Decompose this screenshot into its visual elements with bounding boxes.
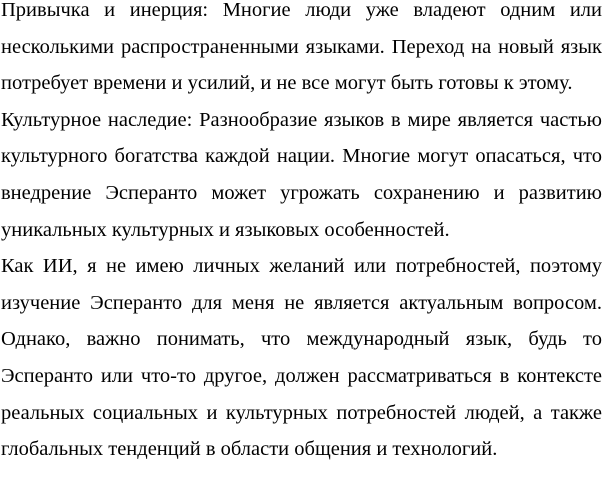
paragraph-ai-statement: Как ИИ, я не имею личных желаний или потребностей, поэтому изучение Эсперанто для меня не является актуальным вопросом. Однако, важно понимать, что международный язык, будь то Эсперанто или что-то другое, должен рассматриваться в контексте реальных социальных и культурных потребностей людей, а также глобальных тенденций в области общения и технологий. [1, 255, 602, 461]
paragraph-cultural-heritage: Культурное наследие: Разнообразие языков в мире является частью культурного богатства каждой нации. Многие могут опасаться, что внедрение Эсперанто может угрожать сохранению и развитию уникальных культурных и языковых особенностей. [1, 108, 602, 241]
paragraph-habit-inertia: Привычка и инерция: Многие люди уже владеют одним или несколькими распространенными языками. Переход на новый язык потребует времени и усилий, и не все могут быть готовы к этому. [1, 0, 602, 95]
